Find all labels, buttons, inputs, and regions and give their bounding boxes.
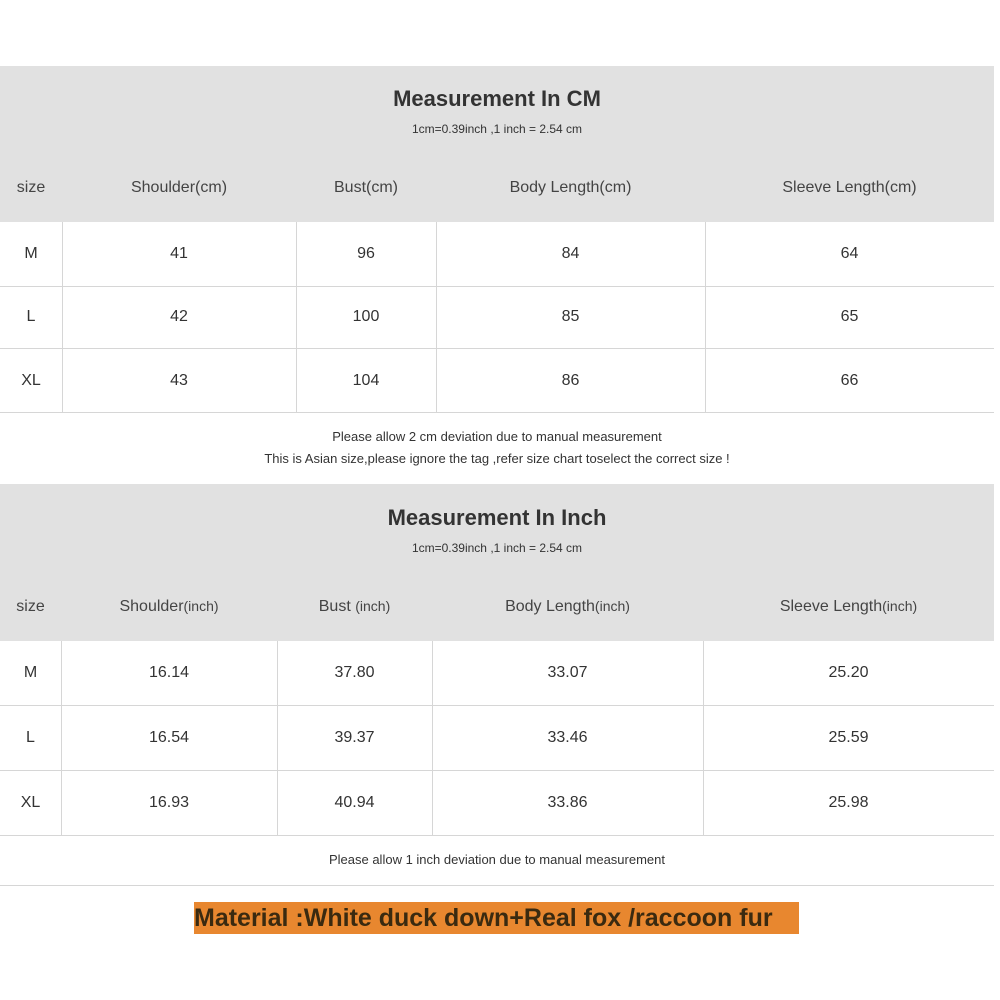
inch-deviation-note: Please allow 1 inch deviation due to manual measurement [328,852,666,867]
body-length-cell: 33.86 [547,794,588,811]
bust-cell: 39.37 [334,729,375,746]
header-label: Bust [318,598,356,615]
sleeve-length-cell: 25.98 [828,794,869,811]
header-unit: (inch) [594,598,630,614]
shoulder-cell: 16.14 [148,664,190,681]
table-row [0,286,994,349]
column-divider [62,222,63,413]
shoulder-cell: 41 [170,245,188,262]
header-unit: (inch) [355,598,391,614]
inch-table-body [0,641,994,836]
column-divider [432,641,433,836]
inch-col-size [0,598,61,616]
cm-col-size: size [16,179,46,196]
header-unit: (inch) [882,598,918,614]
inch-table [0,484,994,867]
bust-cell: 100 [352,308,380,325]
table-row [0,349,994,413]
sleeve-length-cell: 25.59 [828,729,869,746]
cm-table-header [0,66,994,222]
inch-table-header [0,484,994,641]
inch-col-sleeve-length [703,598,994,616]
bust-cell: 37.80 [334,664,375,681]
inch-conversion-note: 1cm=0.39inch ,1 inch = 2.54 cm [411,541,583,555]
shoulder-cell: 16.54 [148,729,190,746]
table-row [0,706,994,771]
bust-cell: 96 [357,245,375,262]
size-cell: M [23,664,38,681]
column-divider [296,222,297,413]
cm-table [0,66,994,466]
cm-table-title: Measurement In CM [393,86,601,111]
body-length-cell: 84 [561,245,580,262]
material-banner: Material :White duck down+Real fox /raccoon fur [194,902,799,934]
shoulder-cell: 42 [170,308,188,325]
header-label: size [16,598,45,615]
column-divider [703,641,704,836]
header-label: Shoulder [119,598,184,615]
cm-table-body [0,222,994,413]
sleeve-length-cell: 25.20 [828,664,869,681]
column-divider [705,222,706,413]
size-cell: M [24,245,38,262]
body-length-cell: 86 [561,371,580,389]
sleeve-length-cell: 64 [840,245,859,262]
cm-col-shoulder: Shoulder(cm) [130,179,228,196]
column-divider [277,641,278,836]
shoulder-cell: 43 [170,371,188,389]
table-row [0,641,994,706]
column-divider [61,641,62,836]
bust-cell: 40.94 [334,794,375,811]
cm-col-sleeve-length: Sleeve Length(cm) [782,179,917,196]
sleeve-length-cell: 65 [840,308,859,325]
inch-table-title: Measurement In Inch [387,505,607,530]
body-length-cell: 33.07 [547,664,588,681]
size-cell: L [26,729,35,746]
body-length-cell: 85 [561,308,580,325]
section-bottom-border [0,885,994,886]
cm-conversion-note: 1cm=0.39inch ,1 inch = 2.54 cm [411,122,583,136]
column-divider [436,222,437,413]
body-length-cell: 33.46 [547,729,588,746]
header-unit: (inch) [183,598,219,614]
size-cell: L [26,308,36,325]
shoulder-cell: 16.93 [148,794,190,811]
cm-deviation-note: Please allow 2 cm deviation due to manual measurement [332,429,662,444]
table-row [0,222,994,287]
cm-col-bust: Bust(cm) [334,179,398,196]
size-cell: XL [21,371,41,389]
sleeve-length-cell: 66 [840,371,859,389]
table-row [0,771,994,836]
inch-col-body-length [432,598,703,616]
inch-col-bust [277,598,432,616]
bust-cell: 104 [352,371,380,389]
asian-size-note: This is Asian size,please ignore the tag ,refer size chart toselect the correct size ! [264,451,730,466]
inch-col-shoulder [61,598,277,616]
cm-col-body-length: Body Length(cm) [509,179,632,196]
size-cell: XL [20,794,41,811]
header-label: Sleeve Length [779,598,883,615]
header-label: Body Length [505,598,595,615]
